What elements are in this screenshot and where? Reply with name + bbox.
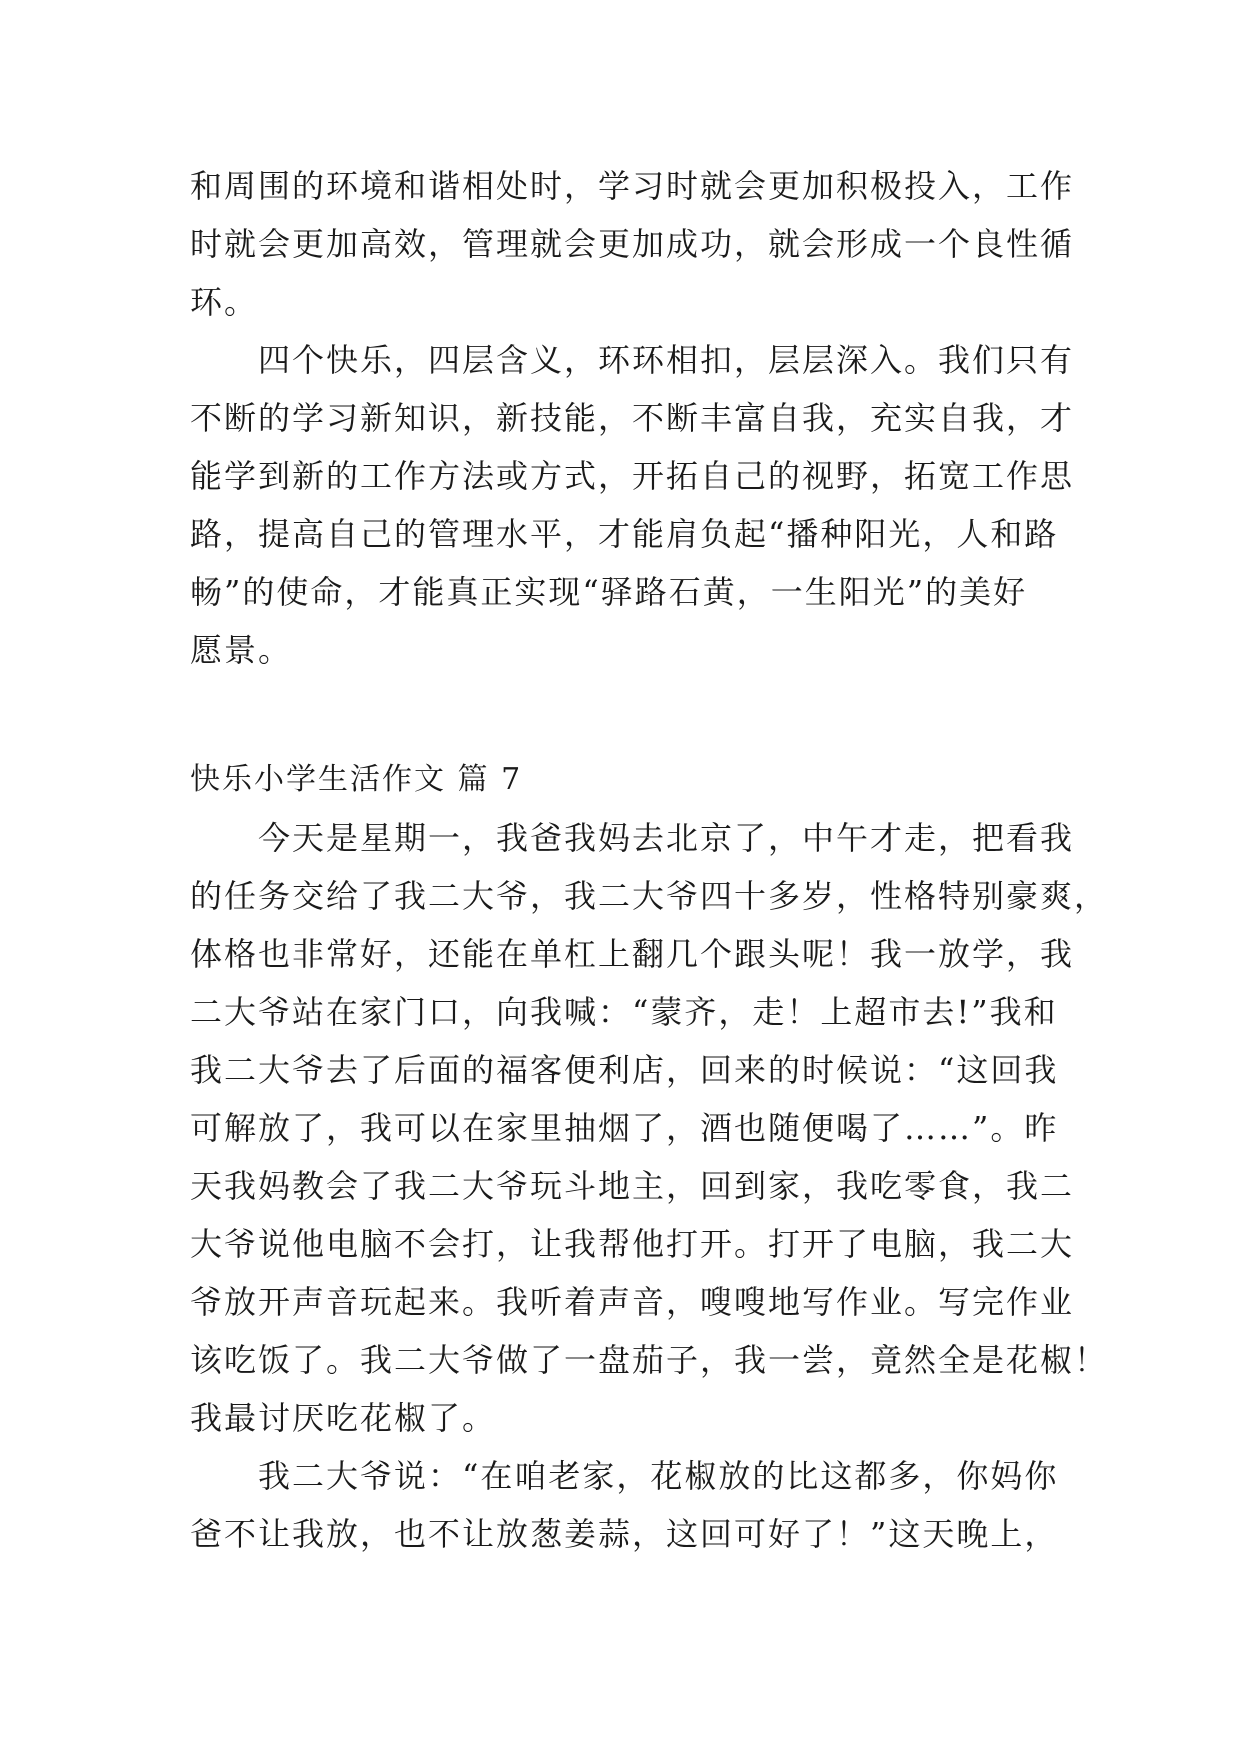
paragraph-2-line-3: 能学到新的工作方法或方式，开拓自己的视野，拓宽工作思 [190,457,1075,495]
paragraph-2-line-6: 愿景。 [190,631,293,669]
paragraph-3-line-10: 该吃饭了。我二大爷做了一盘茄子，我一尝，竟然全是花椒！ [190,1341,1109,1379]
paragraph-2-line-4: 路，提高自己的管理水平，才能肩负起“播种阳光，人和路 [190,515,1059,553]
paragraph-3-line-6: 可解放了，我可以在家里抽烟了，酒也随便喝了……”。昨 [190,1109,1059,1147]
paragraph-3-line-4: 二大爷站在家门口，向我喊：“蒙齐，走！上超市去!”我和 [190,993,1058,1031]
paragraph-3-line-2: 的任务交给了我二大爷，我二大爷四十多岁，性格特别豪爽， [190,877,1109,915]
paragraph-2-line-1: 四个快乐，四层含义，环环相扣，层层深入。我们只有 [190,341,1075,379]
paragraph-1-line-2: 时就会更加高效，管理就会更加成功，就会形成一个良性循 [190,225,1075,263]
paragraph-1-line-1: 和周围的环境和谐相处时，学习时就会更加积极投入，工作 [190,167,1075,205]
paragraph-2-line-2: 不断的学习新知识，新技能，不断丰富自我，充实自我，才 [190,399,1075,437]
paragraph-4-line-2: 爸不让我放，也不让放葱姜蒜，这回可好了！”这天晚上， [190,1515,1059,1553]
paragraph-1-line-3: 环。 [190,283,259,321]
paragraph-2-line-5: 畅”的使命，才能真正实现“驿路石黄，一生阳光”的美好 [190,573,1028,611]
paragraph-3-line-5: 我二大爷去了后面的福客便利店，回来的时候说：“这回我 [190,1051,1059,1089]
paragraph-3-line-9: 爷放开声音玩起来。我听着声音，嗖嗖地写作业。写完作业 [190,1283,1075,1321]
paragraph-3-line-7: 天我妈教会了我二大爷玩斗地主，回到家，我吃零食，我二 [190,1167,1075,1205]
paragraph-3-line-11: 我最讨厌吃花椒了。 [190,1399,497,1437]
section-title: 快乐小学生活作文 篇 7 [190,762,523,797]
paragraph-3-line-8: 大爷说他电脑不会打，让我帮他打开。打开了电脑，我二大 [190,1225,1075,1263]
paragraph-3-line-1: 今天是星期一，我爸我妈去北京了，中午才走，把看我 [190,819,1075,857]
paragraph-3-line-3: 体格也非常好，还能在单杠上翻几个跟头呢！我一放学，我 [190,935,1075,973]
paragraph-4-line-1: 我二大爷说：“在咱老家，花椒放的比这都多，你妈你 [190,1457,1059,1495]
